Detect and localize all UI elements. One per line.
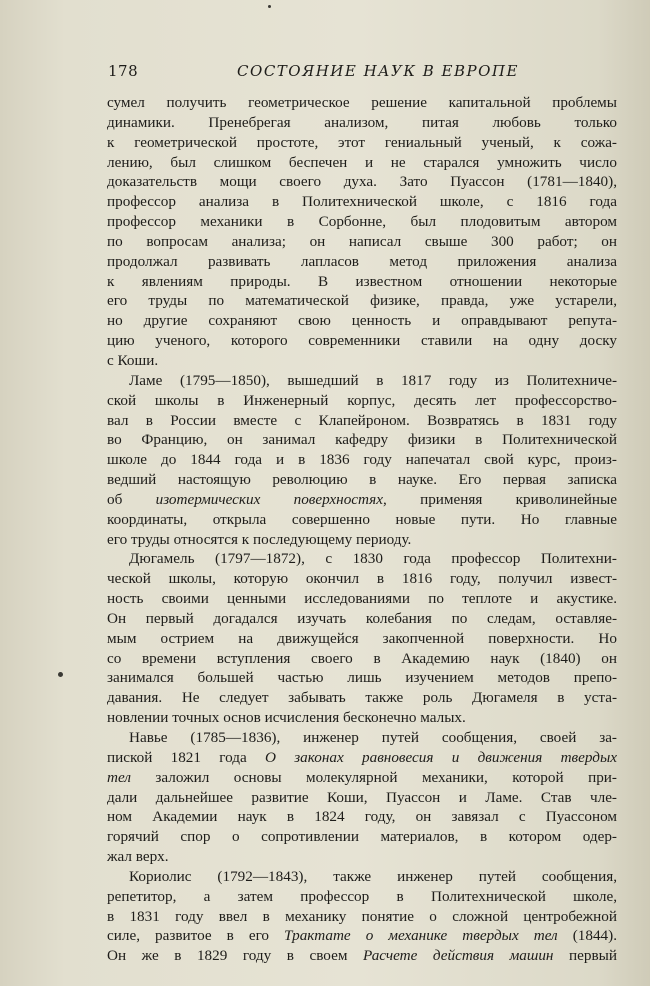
text-line: с Коши.: [107, 351, 159, 369]
text-line: в 1831 году ввел в механику понятие о сложной центробежной: [107, 907, 617, 925]
text-line: ческой школы, которую окончил в 1816 году, получил извест-: [107, 570, 617, 588]
text-line: занимался большей частью лишь изучением методов препо-: [107, 669, 617, 687]
text-line: его труды по математической физике, правда, уже устарели,: [107, 292, 617, 310]
italic-title: Расчете действия машин: [363, 947, 554, 965]
text-line: ведший настоящую революцию в науке. Его первая записка: [107, 471, 617, 489]
text-line: горячий спор о сопротивлении материалов, в котором одер-: [107, 828, 617, 846]
text-line: Кориолис (1792—1843), также инженер путей сообщения,: [129, 867, 617, 885]
text-line: новлении точных основ исчисления бесконечно малых.: [107, 709, 466, 727]
text-line: жал верх.: [107, 848, 169, 866]
text-line: лению, был слишком беспечен и не старался умножить число: [107, 153, 617, 171]
text-line: его труды относятся к последующему периоду.: [107, 530, 412, 548]
text-line: продолжал развивать лапласов метод приложения анализа: [107, 252, 617, 270]
text-line: вал в России вместе с Клапейроном. Возвратясь в 1831 году: [107, 411, 617, 429]
margin-dot: [58, 672, 63, 677]
text-line: [107, 768, 617, 788]
text-line: Дюгамель (1797—1872), с 1830 года профессор Политехни-: [129, 550, 617, 568]
text-line: Он первый догадался изучать колебания по следам, оставляе-: [107, 609, 617, 627]
text-line: координаты, открыла совершенно новые пути. Но главные: [107, 510, 617, 528]
text-run: заложил основы молекулярной механики, которой при-: [130, 768, 617, 786]
text-line: динамики. Пренебрегая анализом, питая любовь только: [107, 113, 617, 131]
text-line: со времени вступления своего в Академию наук (1840) он: [107, 649, 617, 667]
italic-title: О законах равновесия и движения твердых: [265, 748, 617, 766]
text-run: , применяя криволинейные: [382, 490, 617, 508]
text-run: силе, развитое в его: [107, 927, 285, 945]
text-line: школе до 1844 года и в 1836 году напечатал свой курс, произ-: [107, 451, 617, 469]
text-line: [107, 748, 617, 768]
text-line: ном Академии наук в 1824 году, он завязал с Пуассоном: [107, 808, 617, 826]
text-line: Ламе (1795—1850), вышедший в 1817 году из Политехниче-: [129, 371, 617, 389]
text-line: репетитор, а затем профессор в Политехнической школе,: [107, 887, 617, 905]
text-line: профессор механики в Сорбонне, был плодовитым автором: [107, 213, 617, 231]
body-text: [107, 93, 617, 966]
running-title: СОСТОЯНИЕ НАУК В ЕВРОПЕ: [237, 62, 519, 80]
text-line: [107, 490, 617, 510]
text-line: сумел получить геометрическое решение капитальной проблемы: [107, 94, 617, 111]
text-line: к геометрической простоте, этот гениальный ученый, к сожа-: [107, 133, 617, 151]
text-line: цию ученого, которого современники ставили на одну доску: [107, 332, 617, 350]
text-line: ской школы в Инженерный корпус, десять лет профессорство-: [107, 391, 617, 409]
italic-title: изотермических поверхностях: [155, 490, 383, 508]
text-run: (1844).: [557, 927, 618, 945]
text-line: к явлениям природы. В известном отношении некоторые: [107, 272, 617, 290]
text-line: дали дальнейшее развитие Коши, Пуассон и Ламе. Став чле-: [107, 788, 617, 806]
text-line: [107, 926, 617, 946]
text-run: пиской 1821 года: [107, 748, 265, 766]
text-line: профессор анализа в Политехнической школе, с 1816 года: [107, 193, 617, 211]
text-line: во Францию, он занимал кафедру физики в Политехнической: [107, 431, 617, 449]
italic-title: Трактате о механике твердых тел: [284, 927, 558, 945]
text-run: Он же в 1829 году в своем: [107, 947, 363, 965]
text-line: давания. Не следует забывать также роль Дюгамеля в уста-: [107, 689, 617, 707]
text-line: мым острием на движущейся закопченной поверхности. Но: [107, 629, 617, 647]
text-run: первый: [553, 947, 618, 965]
text-line: по вопросам анализа; он написал свыше 300 работ; он: [107, 232, 617, 250]
page-header: [108, 62, 608, 84]
text-line: [107, 946, 617, 966]
text-line: но другие сохраняют свою ценность и оправдывают репута-: [107, 312, 617, 330]
text-line: ность своими ценными исследованиями по теплоте и акустике.: [107, 590, 617, 608]
text-line: Навье (1785—1836), инженер путей сообщения, своей за-: [129, 729, 617, 746]
text-line: доказательств мощи своего духа. Зато Пуассон (1781—1840),: [107, 173, 617, 191]
italic-title: тел: [107, 768, 131, 786]
print-speck: [268, 5, 271, 8]
text-run: об: [107, 490, 156, 508]
page-number: 178: [108, 62, 139, 80]
